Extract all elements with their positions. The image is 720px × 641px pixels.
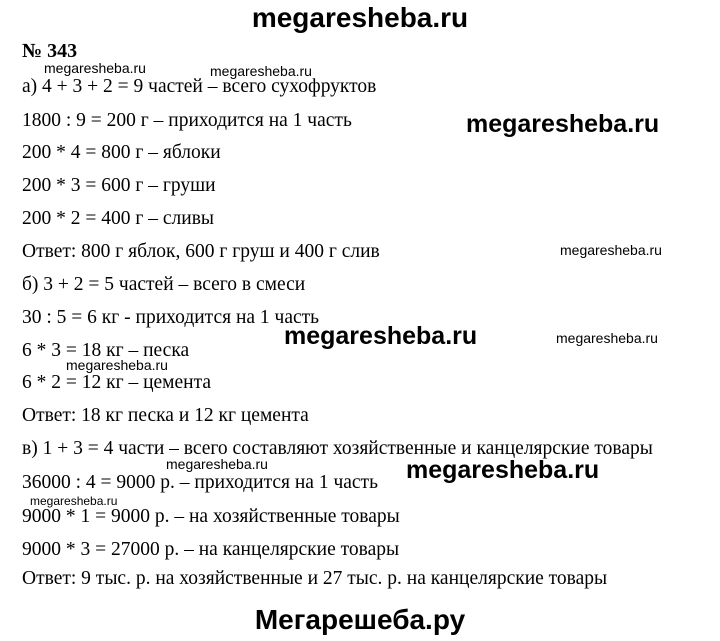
answer-line: Ответ: 800 г яблок, 600 г груш и 400 г слив [22, 241, 380, 262]
answer-line: Ответ: 9 тыс. р. на хозяйственные и 27 тыс. р. на канцелярские товары [22, 568, 608, 589]
watermark: megaresheba.ru [210, 63, 312, 79]
solution-line: в) 1 + 3 = 4 части – всего составляют хозяйственные и канцелярские товары [22, 438, 653, 459]
solution-line: а) 4 + 3 + 2 = 9 частей – всего сухофруктов [22, 76, 377, 97]
header-site-title[interactable]: megaresheba.ru [251, 2, 469, 33]
solution-line: 9000 * 3 = 27000 р. – на канцелярские товары [22, 539, 400, 560]
watermark: megaresheba.ru [560, 242, 662, 258]
watermark: megaresheba.ru [66, 357, 168, 373]
solution-line: 6 * 2 = 12 кг – цемента [22, 372, 212, 393]
watermark: megaresheba.ru [406, 456, 600, 484]
solution-line: 200 * 3 = 600 г – груши [22, 175, 216, 196]
solution-line: 9000 * 1 = 9000 р. – на хозяйственные товары [22, 506, 400, 527]
answer-line: Ответ: 18 кг песка и 12 кг цемента [22, 405, 309, 426]
footer-site-title[interactable]: Мегарешеба.ру [254, 604, 466, 635]
problem-number: № 343 [22, 40, 78, 62]
watermark: megaresheba.ru [466, 110, 660, 138]
solution-line: 1800 : 9 = 200 г – приходится на 1 часть [22, 110, 352, 131]
solution-line: 36000 : 4 = 9000 р. – приходится на 1 часть [22, 472, 378, 493]
watermark: megaresheba.ru [44, 60, 146, 76]
watermark: megaresheba.ru [166, 456, 268, 472]
solution-line: 200 * 2 = 400 г – сливы [22, 208, 215, 229]
watermark: megaresheba.ru [30, 494, 118, 508]
solution-line: 30 : 5 = 6 кг - приходится на 1 часть [22, 307, 320, 328]
solution-line: 200 * 4 = 800 г – яблоки [22, 142, 221, 163]
watermark: megaresheba.ru [556, 330, 658, 346]
solution-line: 6 * 3 = 18 кг – песка [22, 340, 190, 361]
solution-line: б) 3 + 2 = 5 частей – всего в смеси [22, 274, 306, 295]
watermark: megaresheba.ru [284, 322, 478, 350]
